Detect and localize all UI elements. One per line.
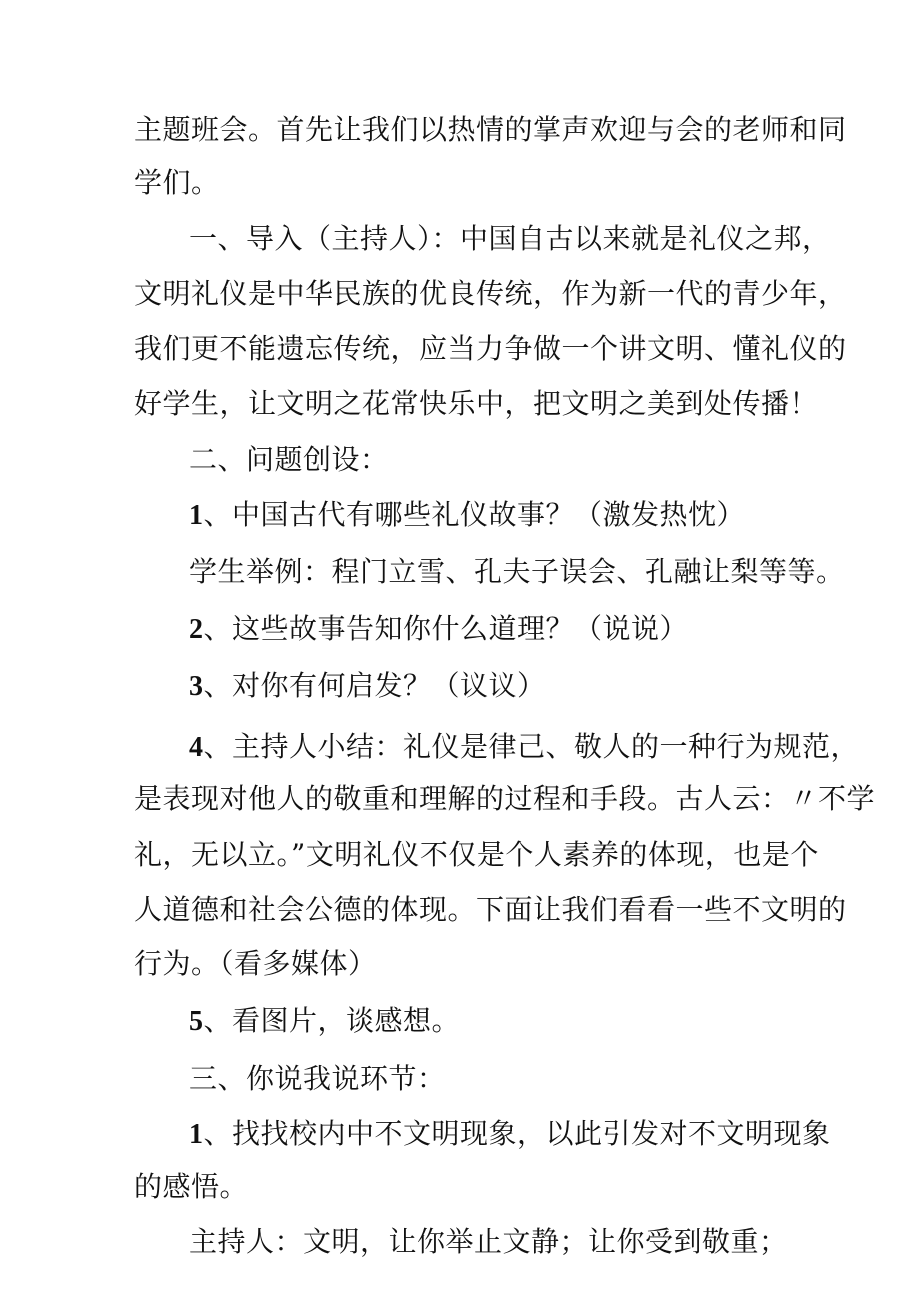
list-item: 5、看图片，谈感想。	[189, 1004, 461, 1037]
paragraph-line: 行为。（看多媒体）	[134, 947, 377, 980]
list-item: 2、这些故事告知你什么道理？（说说）	[189, 612, 689, 645]
paragraph-line: 学生举例：程门立雪、孔夫子误会、孔融让梨等等。	[189, 555, 845, 588]
paragraph-line: 好学生，让文明之花常快乐中，把文明之美到处传播！	[134, 387, 819, 420]
paragraph-line: 的感悟。	[134, 1170, 249, 1203]
paragraph-line: 我们更不能遗忘传统，应当力争做一个讲文明、懂礼仪的	[134, 332, 847, 365]
section-heading-intro: 一、导入（主持人）：中国自古以来就是礼仪之邦，	[189, 222, 831, 255]
list-item: 1、找找校内中不文明现象，以此引发对不文明现象	[189, 1117, 831, 1150]
paragraph-line: 人道德和社会公德的体现。下面让我们看看一些不文明的	[134, 893, 847, 926]
section-heading-discussion: 三、你说我说环节：	[189, 1062, 446, 1095]
list-number: 1	[189, 500, 204, 531]
paragraph-line: 文明礼仪是中华民族的优良传统，作为新一代的青少年，	[134, 277, 847, 310]
list-number: 1	[189, 1119, 204, 1150]
list-number: 5	[189, 1006, 204, 1037]
list-number: 3	[189, 671, 204, 702]
paragraph-line: 主持人：文明，让你举止文静；让你受到敬重；	[189, 1225, 788, 1258]
paragraph-line: 主题班会。首先让我们以热情的掌声欢迎与会的老师和同	[134, 113, 847, 146]
list-number: 4	[189, 732, 204, 763]
paragraph-line: 是表现对他人的敬重和理解的过程和手段。古人云：〃不学	[134, 782, 876, 815]
list-item: 3、对你有何启发？（议议）	[189, 669, 546, 702]
paragraph-line: 学们。	[134, 166, 220, 199]
list-item: 4、主持人小结：礼仪是律己、敬人的一种行为规范，	[189, 730, 860, 763]
section-heading-questions: 二、问题创设：	[189, 443, 389, 476]
paragraph-line: 礼，无以立。”文明礼仪不仅是个人素养的体现，也是个	[134, 838, 819, 871]
list-item: 1、中国古代有哪些礼仪故事？（激发热忱）	[189, 498, 746, 531]
list-number: 2	[189, 614, 204, 645]
